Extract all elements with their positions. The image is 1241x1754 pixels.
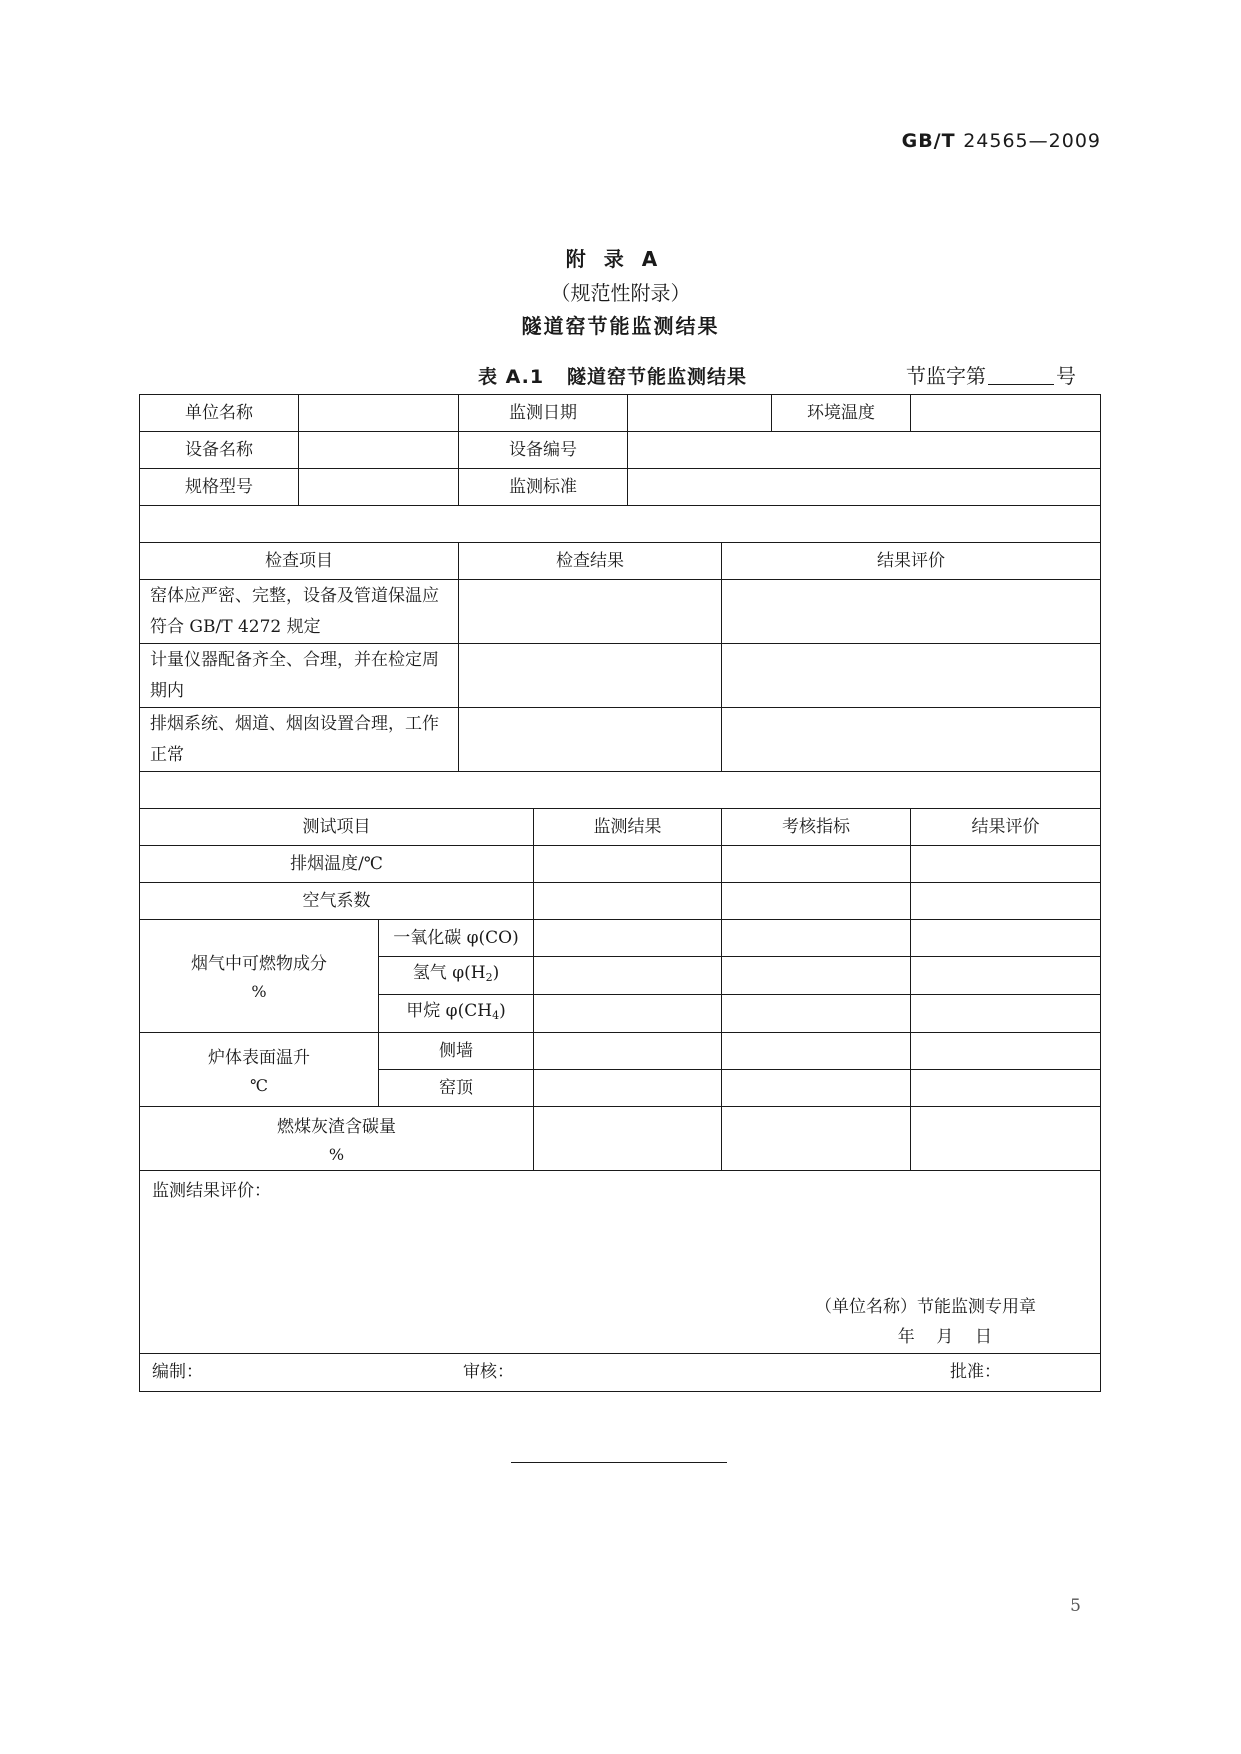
serial-prefix: 节监字第	[906, 364, 986, 388]
spacer-cell	[140, 772, 1101, 809]
test-row-ash-carbon	[140, 1107, 1101, 1171]
inspection-row	[140, 580, 1101, 644]
evaluation-cell[interactable]	[911, 1070, 1101, 1107]
inspection-result-header: 检查结果	[459, 543, 722, 580]
approved-by-label: 批准：	[950, 1362, 1001, 1382]
target-cell[interactable]	[722, 883, 911, 920]
serial-number	[906, 360, 1076, 389]
evaluation-cell[interactable]	[911, 920, 1101, 957]
h2-label	[379, 957, 534, 995]
inspection-evaluation-cell[interactable]	[722, 644, 1101, 708]
combustibles-unit: %	[251, 982, 267, 1001]
test-row-air-coefficient	[140, 883, 1101, 920]
h2-prefix: 氢气 φ(H	[412, 963, 486, 983]
unit-name-value[interactable]	[299, 395, 459, 432]
surface-temp-label-text: 炉体表面温升	[208, 1047, 310, 1068]
test-row-co	[140, 920, 1101, 957]
summary-label: 监测结果评价：	[152, 1181, 271, 1201]
result-cell[interactable]	[534, 957, 722, 995]
ambient-temp-label: 环境温度	[772, 395, 911, 432]
result-cell[interactable]	[534, 1070, 722, 1107]
serial-blank[interactable]	[988, 364, 1054, 385]
ch4-prefix: 甲烷 φ(CH	[406, 1001, 493, 1021]
test-result-header: 监测结果	[534, 809, 722, 846]
equipment-name-label: 设备名称	[140, 432, 299, 469]
test-row-exhaust-temp	[140, 846, 1101, 883]
inspection-evaluation-cell[interactable]	[722, 580, 1101, 644]
standard-number: 24565—2009	[963, 130, 1101, 152]
ch4-label	[379, 995, 534, 1033]
evaluation-cell[interactable]	[911, 995, 1101, 1033]
date-line: 年 月 日	[897, 1327, 992, 1347]
inspection-result-cell[interactable]	[459, 644, 722, 708]
seal-text: （单位名称）节能监测专用章	[815, 1297, 1036, 1317]
evaluation-cell[interactable]	[911, 1033, 1101, 1070]
ch4-subscript: 4	[492, 1009, 500, 1022]
monitor-standard-value[interactable]	[628, 469, 1101, 506]
standard-prefix: GB/T	[901, 130, 956, 152]
appendix-subtitle: （规范性附录）	[550, 281, 691, 305]
side-wall-label: 侧墙	[379, 1033, 534, 1070]
summary-row	[140, 1171, 1101, 1354]
result-cell[interactable]	[534, 883, 722, 920]
serial-suffix: 号	[1056, 364, 1076, 388]
result-cell[interactable]	[534, 846, 722, 883]
monitor-date-value[interactable]	[628, 395, 772, 432]
equipment-no-label: 设备编号	[459, 432, 628, 469]
target-cell[interactable]	[722, 957, 911, 995]
inspection-result-cell[interactable]	[459, 708, 722, 772]
inspection-item: 窑体应严密、完整，设备及管道保温应符合 GB/T 4272 规定	[140, 580, 459, 644]
h2-subscript: 2	[485, 971, 493, 984]
monitor-standard-label: 监测标准	[459, 469, 628, 506]
result-cell[interactable]	[534, 995, 722, 1033]
exhaust-temp-label: 排烟温度/℃	[140, 846, 534, 883]
reviewed-by-label: 审核：	[463, 1362, 514, 1382]
appendix-heading: 隧道窑节能监测结果	[521, 314, 720, 338]
evaluation-cell[interactable]	[911, 957, 1101, 995]
air-coefficient-label: 空气系数	[140, 883, 534, 920]
ash-carbon-label	[140, 1107, 534, 1171]
info-row-2	[140, 432, 1101, 469]
inspection-evaluation-header: 结果评价	[722, 543, 1101, 580]
surface-temp-label	[140, 1033, 379, 1107]
table-caption	[478, 362, 747, 389]
inspection-row	[140, 708, 1101, 772]
info-row-3	[140, 469, 1101, 506]
inspection-item-header: 检查项目	[140, 543, 459, 580]
page-number: 5	[1070, 1596, 1081, 1616]
table-caption-label: 表 A.1	[478, 366, 545, 388]
evaluation-cell[interactable]	[911, 846, 1101, 883]
test-row-side-wall	[140, 1033, 1101, 1070]
test-item-header: 测试项目	[140, 809, 534, 846]
summary-cell[interactable]	[140, 1171, 1101, 1354]
target-cell[interactable]	[722, 846, 911, 883]
h2-suffix: )	[492, 963, 500, 983]
target-cell[interactable]	[722, 995, 911, 1033]
combustibles-label	[140, 920, 379, 1033]
target-cell[interactable]	[722, 1107, 911, 1171]
test-evaluation-header: 结果评价	[911, 809, 1101, 846]
info-row-1	[140, 395, 1101, 432]
result-cell[interactable]	[534, 1107, 722, 1171]
spacer-row-2	[140, 772, 1101, 809]
target-cell[interactable]	[722, 920, 911, 957]
ash-carbon-label-text: 燃煤灰渣含碳量	[277, 1116, 396, 1137]
roof-label: 窑顶	[379, 1070, 534, 1107]
standard-code	[902, 130, 1101, 152]
spec-model-label: 规格型号	[140, 469, 299, 506]
monitoring-result-table	[139, 394, 1101, 1392]
co-label: 一氧化碳 φ(CO)	[379, 920, 534, 957]
equipment-no-value[interactable]	[628, 432, 1101, 469]
inspection-header-row	[140, 543, 1101, 580]
inspection-item: 计量仪器配备齐全、合理，并在检定周期内	[140, 644, 459, 708]
spacer-cell	[140, 506, 1101, 543]
inspection-item: 排烟系统、烟道、烟囱设置合理，工作正常	[140, 708, 459, 772]
test-target-header: 考核指标	[722, 809, 911, 846]
surface-temp-unit: ℃	[250, 1075, 268, 1095]
end-of-document-rule	[511, 1462, 727, 1463]
spec-model-value[interactable]	[299, 469, 459, 506]
ash-carbon-unit: %	[328, 1144, 345, 1164]
target-cell[interactable]	[722, 1033, 911, 1070]
result-cell[interactable]	[534, 1033, 722, 1070]
appendix-title: 附录A	[565, 247, 676, 271]
result-cell[interactable]	[534, 920, 722, 957]
evaluation-cell[interactable]	[911, 883, 1101, 920]
inspection-evaluation-cell[interactable]	[722, 708, 1101, 772]
inspection-result-cell[interactable]	[459, 580, 722, 644]
prepared-by-label: 编制：	[152, 1362, 203, 1382]
monitor-date-label: 监测日期	[459, 395, 628, 432]
combustibles-label-text: 烟气中可燃物成分	[191, 954, 327, 974]
inspection-row	[140, 644, 1101, 708]
table-caption-title: 隧道窑节能监测结果	[566, 366, 747, 388]
ch4-suffix: )	[499, 1001, 506, 1021]
equipment-name-value[interactable]	[299, 432, 459, 469]
unit-name-label: 单位名称	[140, 395, 299, 432]
signature-row	[140, 1354, 1101, 1392]
signature-cell	[140, 1354, 1101, 1392]
ambient-temp-value[interactable]	[911, 395, 1101, 432]
spacer-row-1	[140, 506, 1101, 543]
test-header-row	[140, 809, 1101, 846]
target-cell[interactable]	[722, 1070, 911, 1107]
evaluation-cell[interactable]	[911, 1107, 1101, 1171]
